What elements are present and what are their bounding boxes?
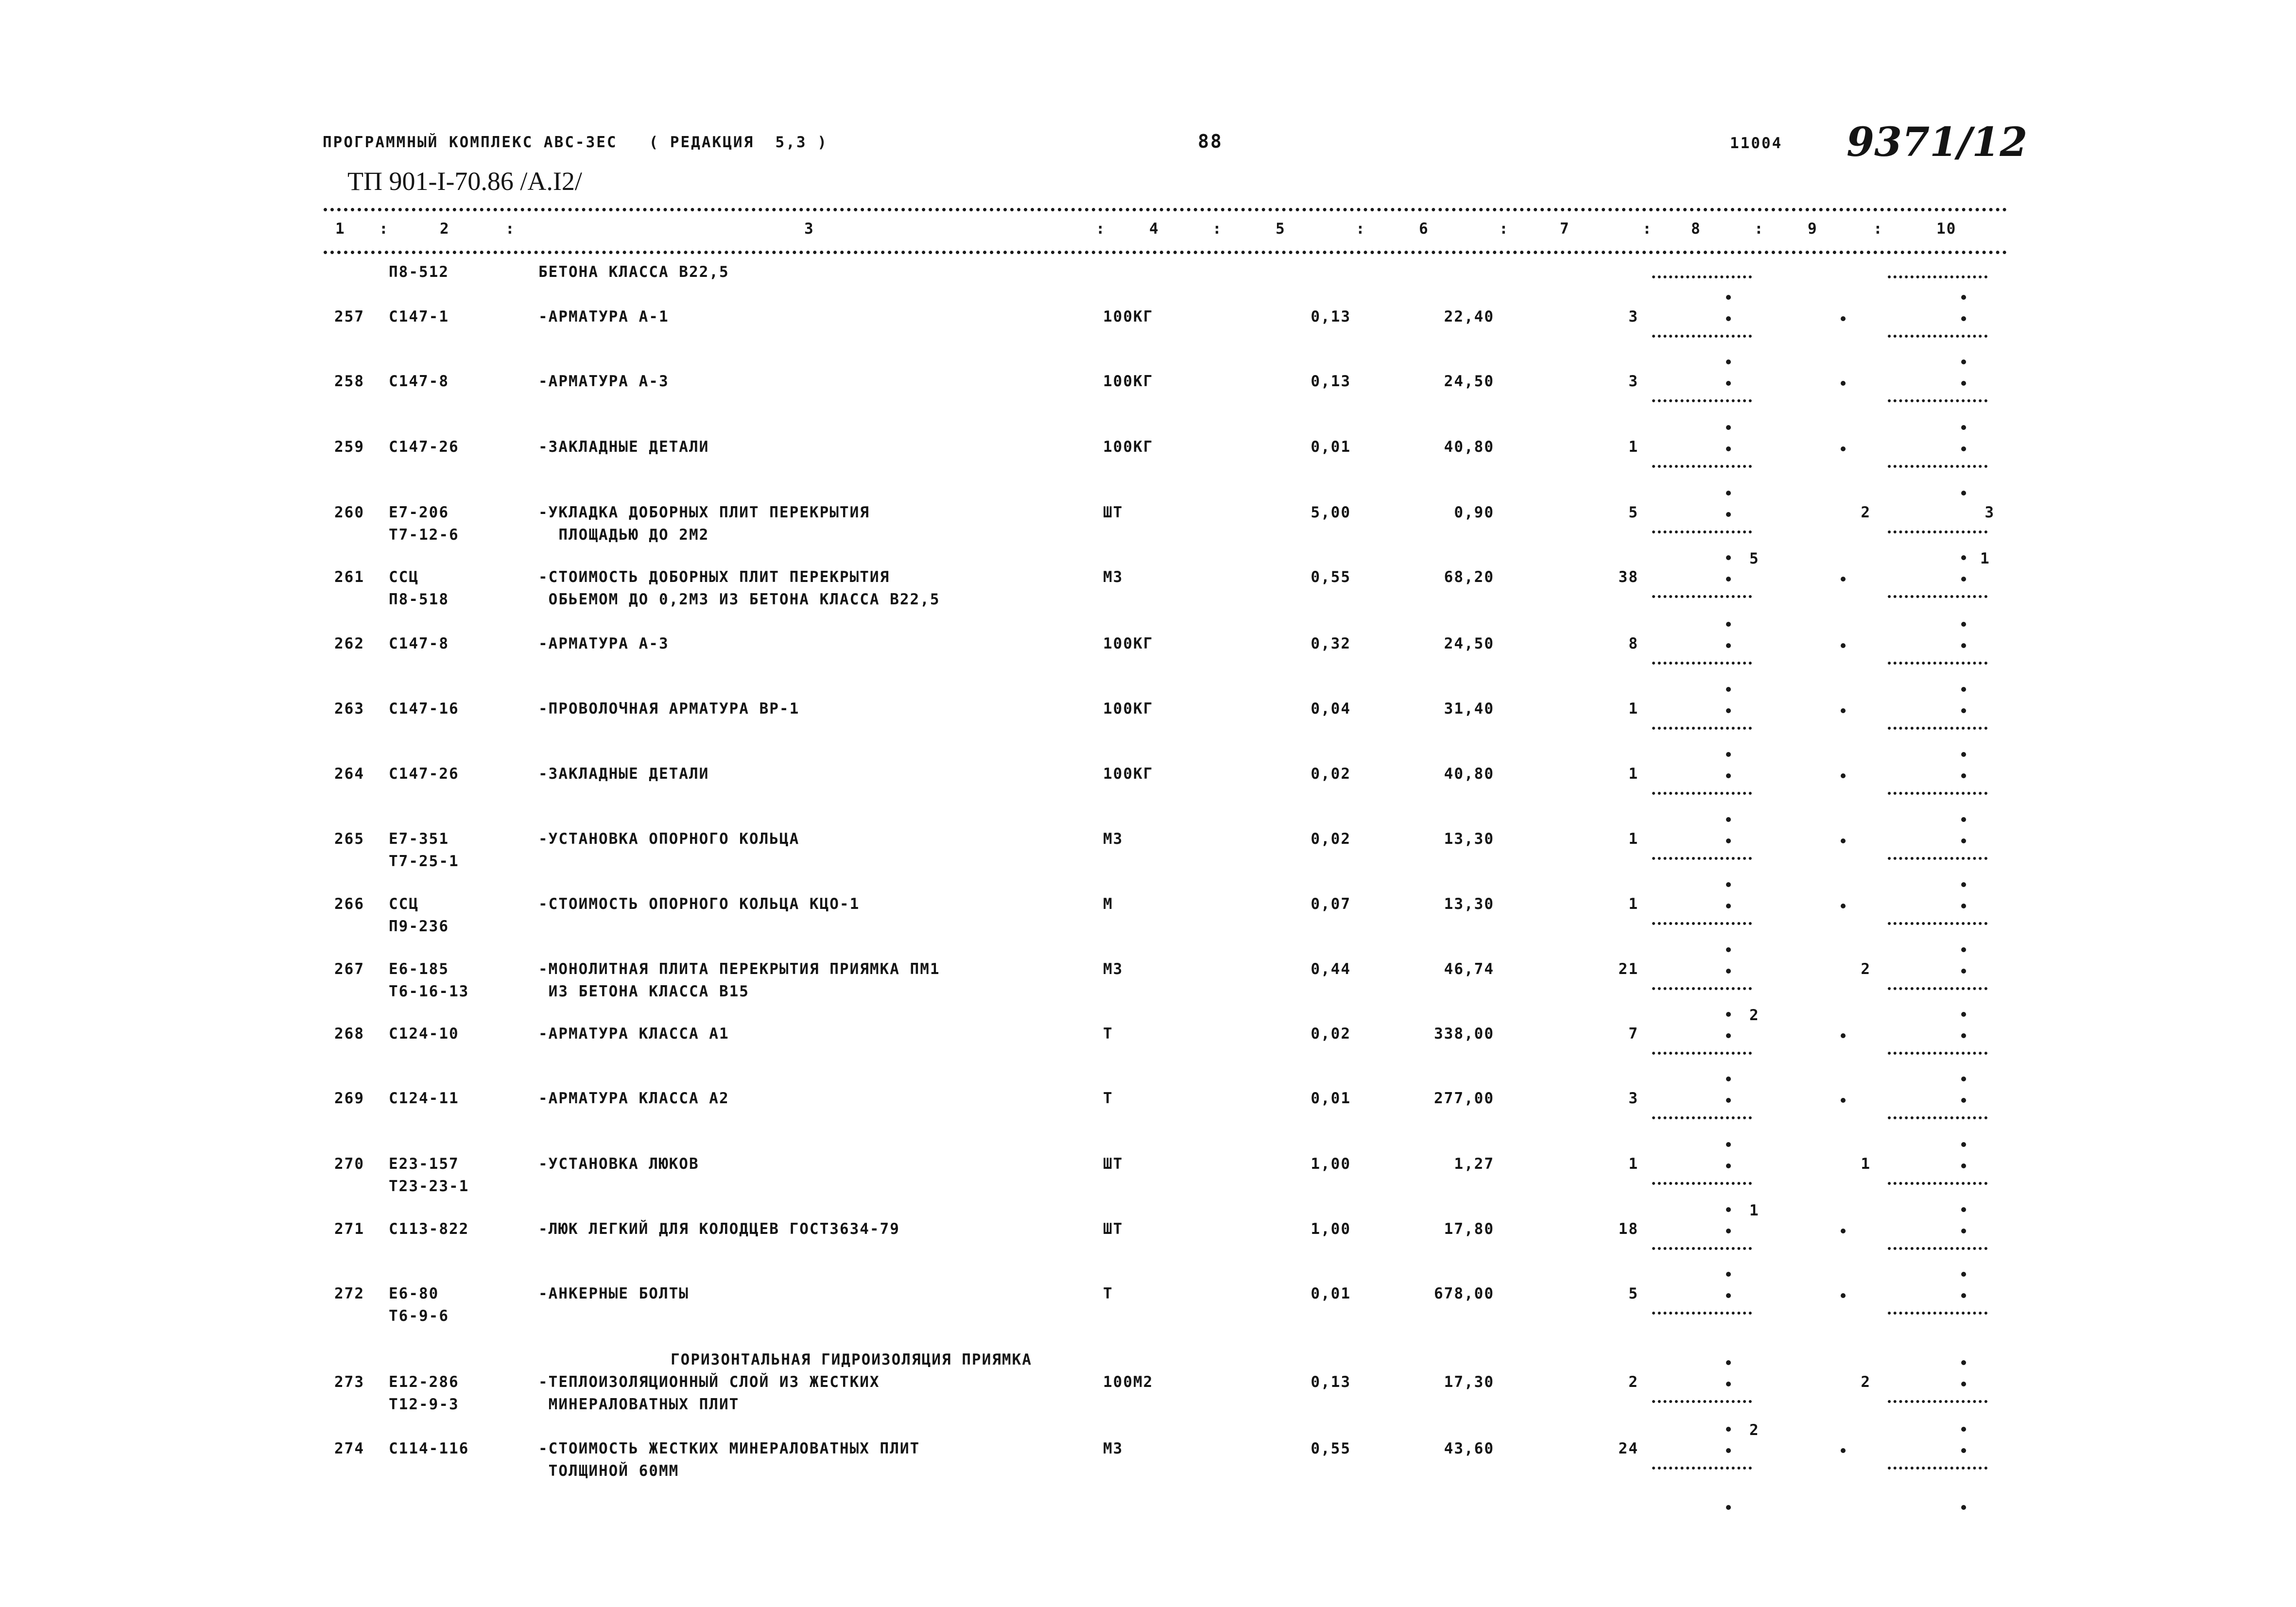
unit-price: 277,00 <box>1434 1090 1494 1107</box>
cell-underline <box>1888 465 1987 468</box>
unit: 100М2 <box>1103 1373 1154 1391</box>
dot-mark <box>1961 1033 1966 1038</box>
quantity: 0,07 <box>1311 895 1351 913</box>
work-description: -ТЕПЛОИЗОЛЯЦИОННЫЙ СЛОЙ ИЗ ЖЕСТКИХ МИНЕРАЛОВАТНЫХ ПЛИТ <box>538 1373 880 1413</box>
column-7-value: 1 <box>1628 438 1639 456</box>
column-7-value: 2 <box>1628 1373 1639 1391</box>
row-number: 257 <box>334 308 364 325</box>
unit-price: 13,30 <box>1444 895 1494 913</box>
cell-underline <box>1652 465 1752 468</box>
dot-mark <box>1961 1448 1966 1453</box>
row-number: 268 <box>334 1025 364 1043</box>
dot-mark <box>1841 1229 1846 1233</box>
column-separator: : <box>1499 220 1509 238</box>
column-7-value: 1 <box>1628 895 1639 913</box>
column-7-value: 5 <box>1628 1285 1639 1302</box>
norm-code: ССЦ П8-518 <box>389 568 449 608</box>
quantity: 5,00 <box>1311 504 1351 521</box>
unit-price: 678,00 <box>1434 1285 1494 1302</box>
row-number: 272 <box>334 1285 364 1302</box>
dot-mark <box>1726 381 1731 386</box>
dot-mark <box>1961 1293 1966 1298</box>
column-separator: : <box>1642 220 1653 238</box>
row-number: 263 <box>334 700 364 718</box>
quantity: 0,55 <box>1311 1440 1351 1457</box>
dot-mark <box>1726 295 1731 300</box>
dot-mark <box>1726 643 1731 648</box>
unit-price: 17,30 <box>1444 1373 1494 1391</box>
unit: Т <box>1103 1285 1113 1302</box>
unit: ШТ <box>1103 504 1123 521</box>
norm-code: С124-10 <box>389 1025 459 1043</box>
dot-mark <box>1961 838 1966 843</box>
work-description: -ЛЮК ЛЕГКИЙ ДЛЯ КОЛОДЦЕВ ГОСТ3634-79 <box>538 1220 900 1238</box>
header-rule <box>324 251 2007 254</box>
dot-mark <box>1726 316 1731 321</box>
dot-mark <box>1726 1077 1731 1081</box>
norm-code: Е23-157 Т23-23-1 <box>389 1155 469 1195</box>
norm-code: С147-1 <box>389 308 449 325</box>
row-number: 262 <box>334 635 364 652</box>
norm-code: Е6-185 Т6-16-13 <box>389 960 469 1000</box>
column-8-carry: 1 <box>1749 1202 1760 1219</box>
dot-mark <box>1726 969 1731 974</box>
cell-underline <box>1888 399 1987 402</box>
cell-underline <box>1888 922 1987 925</box>
dot-mark <box>1726 773 1731 778</box>
cell-underline <box>1888 662 1987 665</box>
work-description: -АРМАТУРА А-3 <box>538 373 669 390</box>
dot-mark <box>1961 1098 1966 1103</box>
work-description: -АРМАТУРА КЛАССА А1 <box>538 1025 729 1043</box>
unit: М3 <box>1103 568 1123 586</box>
row-number: 259 <box>334 438 364 456</box>
column-header-4: 4 <box>1149 220 1159 238</box>
dot-mark <box>1961 491 1966 496</box>
dot-mark <box>1961 1077 1966 1081</box>
unit-price: 24,50 <box>1444 635 1494 652</box>
dot-mark <box>1841 838 1846 843</box>
dot-mark <box>1841 1293 1846 1298</box>
norm-code: Е12-286 Т12-9-3 <box>389 1373 459 1413</box>
dot-mark <box>1961 904 1966 908</box>
column-7-value: 1 <box>1628 1155 1639 1173</box>
column-7-value: 1 <box>1628 765 1639 783</box>
dot-mark <box>1961 555 1966 560</box>
quantity: 0,13 <box>1311 1373 1351 1391</box>
cell-underline <box>1888 1052 1987 1055</box>
dot-mark <box>1961 359 1966 364</box>
work-description: -СТОИМОСТЬ ДОБОРНЫХ ПЛИТ ПЕРЕКРЫТИЯ ОБЬЕМОМ ДО 0,2М3 ИЗ БЕТОНА КЛАССА В22,5 <box>538 568 940 608</box>
dot-mark <box>1961 1360 1966 1365</box>
norm-code: С147-8 <box>389 373 449 390</box>
dot-mark <box>1726 577 1731 581</box>
row-number: 266 <box>334 895 364 913</box>
dot-mark <box>1726 708 1731 713</box>
dot-mark <box>1961 687 1966 692</box>
dot-mark <box>1726 1427 1731 1432</box>
row-number: 260 <box>334 504 364 521</box>
dot-mark <box>1961 752 1966 757</box>
dot-mark <box>1841 1033 1846 1038</box>
cell-underline <box>1888 987 1987 990</box>
dot-mark <box>1841 1098 1846 1103</box>
dot-mark <box>1961 882 1966 887</box>
quantity: 1,00 <box>1311 1220 1351 1238</box>
work-description: -СТОИМОСТЬ ЖЕСТКИХ МИНЕРАЛОВАТНЫХ ПЛИТ ТОЛЩИНОЙ 60ММ <box>538 1440 920 1480</box>
dot-mark <box>1726 1272 1731 1277</box>
cell-underline <box>1652 1467 1752 1470</box>
dot-mark <box>1726 1448 1731 1453</box>
row-number: 261 <box>334 568 364 586</box>
unit: ШТ <box>1103 1155 1123 1173</box>
row-number: 270 <box>334 1155 364 1173</box>
column-8-carry: 5 <box>1749 550 1760 567</box>
row-number: 273 <box>334 1373 364 1391</box>
work-description: -ЗАКЛАДНЫЕ ДЕТАЛИ <box>538 765 709 783</box>
quantity: 1,00 <box>1311 1155 1351 1173</box>
dot-mark <box>1726 1033 1731 1038</box>
unit: М3 <box>1103 1440 1123 1457</box>
unit-price: 31,40 <box>1444 700 1494 718</box>
column-7-value: 21 <box>1618 960 1639 978</box>
unit: М3 <box>1103 830 1123 848</box>
dot-mark <box>1961 708 1966 713</box>
column-header-9: 9 <box>1808 220 1818 238</box>
cell-underline <box>1888 1312 1987 1315</box>
dot-mark <box>1726 446 1731 451</box>
dot-mark <box>1961 643 1966 648</box>
column-7-value: 7 <box>1628 1025 1639 1043</box>
cell-underline <box>1888 1467 1987 1470</box>
cell-underline <box>1652 595 1752 598</box>
norm-code: Е7-351 Т7-25-1 <box>389 830 459 870</box>
cell-underline <box>1652 399 1752 402</box>
unit-price: 46,74 <box>1444 960 1494 978</box>
cell-underline <box>1652 1116 1752 1119</box>
column-separator: : <box>1096 220 1106 238</box>
unit: 100КГ <box>1103 373 1154 390</box>
norm-code: С147-16 <box>389 700 459 718</box>
page-mark: 88 <box>1198 131 1223 152</box>
dot-mark <box>1961 622 1966 627</box>
unit-price: 0,90 <box>1454 504 1494 521</box>
cell-underline <box>1888 275 1987 278</box>
dot-mark <box>1726 425 1731 430</box>
dot-mark <box>1961 1229 1966 1233</box>
cell-underline <box>1652 727 1752 730</box>
unit-price: 338,00 <box>1434 1025 1494 1043</box>
cell-underline <box>1888 1182 1987 1185</box>
work-description: -АРМАТУРА А-1 <box>538 308 669 325</box>
column-separator: : <box>1212 220 1223 238</box>
dot-mark <box>1726 555 1731 560</box>
quantity: 0,44 <box>1311 960 1351 978</box>
unit-price: 24,50 <box>1444 373 1494 390</box>
dot-mark <box>1961 969 1966 974</box>
cell-underline <box>1652 1052 1752 1055</box>
quantity: 0,04 <box>1311 700 1351 718</box>
unit: 100КГ <box>1103 700 1154 718</box>
dot-mark <box>1726 1207 1731 1212</box>
column-7-value: 3 <box>1628 373 1639 390</box>
section-heading: ГОРИЗОНТАЛЬНАЯ ГИДРОИЗОЛЯЦИЯ ПРИЯМКА <box>671 1351 1032 1368</box>
dot-mark <box>1726 1098 1731 1103</box>
unit: ШТ <box>1103 1220 1123 1238</box>
dot-mark <box>1841 1448 1846 1453</box>
top-rule <box>324 208 2007 211</box>
dot-mark <box>1726 1360 1731 1365</box>
norm-code: П8-512 <box>389 263 449 281</box>
quantity: 0,02 <box>1311 765 1351 783</box>
row-number: 258 <box>334 373 364 390</box>
cell-underline <box>1888 1400 1987 1403</box>
column-header-2: 2 <box>440 220 450 238</box>
dot-mark <box>1726 1293 1731 1298</box>
dot-mark <box>1726 1163 1731 1168</box>
dot-mark <box>1961 1427 1966 1432</box>
norm-code: С147-8 <box>389 635 449 652</box>
column-7-value: 8 <box>1628 635 1639 652</box>
program-title: ПРОГРАММНЫЙ КОМПЛЕКС АВС-3ЕС ( РЕДАКЦИЯ 5,3 ) <box>323 134 828 151</box>
cell-underline <box>1652 987 1752 990</box>
unit: Т <box>1103 1025 1113 1043</box>
document-number: 11004 <box>1730 135 1783 152</box>
column-7-value: 18 <box>1618 1220 1639 1238</box>
column-8-carry: 2 <box>1749 1421 1760 1439</box>
cell-underline <box>1888 1116 1987 1119</box>
column-7-value: 24 <box>1618 1440 1639 1457</box>
quantity: 0,02 <box>1311 1025 1351 1043</box>
norm-code: С147-26 <box>389 438 459 456</box>
unit-price: 22,40 <box>1444 308 1494 325</box>
dot-mark <box>1726 1012 1731 1017</box>
dot-mark <box>1961 1012 1966 1017</box>
dot-mark <box>1961 446 1966 451</box>
dot-mark <box>1841 316 1846 321</box>
dot-mark <box>1841 577 1846 581</box>
unit-price: 40,80 <box>1444 765 1494 783</box>
quantity: 0,01 <box>1311 1285 1351 1302</box>
unit-price: 13,30 <box>1444 830 1494 848</box>
column-header-3: 3 <box>804 220 814 238</box>
dot-mark <box>1961 817 1966 822</box>
cell-underline <box>1888 530 1987 533</box>
work-description: -АНКЕРНЫЕ БОЛТЫ <box>538 1285 689 1302</box>
quantity: 0,55 <box>1311 568 1351 586</box>
dot-mark <box>1726 947 1731 952</box>
column-8-carry: 2 <box>1749 1007 1760 1024</box>
column-7-value: 5 <box>1628 504 1639 521</box>
unit: 100КГ <box>1103 438 1154 456</box>
work-description: -АРМАТУРА А-3 <box>538 635 669 652</box>
unit-price: 68,20 <box>1444 568 1494 586</box>
column-7-value: 38 <box>1618 568 1639 586</box>
work-description: -УСТАНОВКА ЛЮКОВ <box>538 1155 699 1173</box>
dot-mark <box>1726 752 1731 757</box>
dot-mark <box>1961 947 1966 952</box>
cell-underline <box>1652 857 1752 860</box>
cell-underline <box>1652 335 1752 338</box>
quantity: 0,01 <box>1311 1090 1351 1107</box>
dot-mark <box>1726 1142 1731 1147</box>
column-header-1: 1 <box>335 220 345 238</box>
quantity: 0,13 <box>1311 373 1351 390</box>
dot-mark <box>1726 1382 1731 1386</box>
dot-mark <box>1726 1229 1731 1233</box>
dot-mark <box>1961 773 1966 778</box>
column-header-6: 6 <box>1419 220 1429 238</box>
unit-price: 40,80 <box>1444 438 1494 456</box>
row-number: 267 <box>334 960 364 978</box>
dot-mark <box>1726 838 1731 843</box>
norm-code: С147-26 <box>389 765 459 783</box>
dot-mark <box>1961 577 1966 581</box>
dot-mark <box>1961 1207 1966 1212</box>
norm-code: С124-11 <box>389 1090 459 1107</box>
dot-mark <box>1841 381 1846 386</box>
dot-mark <box>1841 904 1846 908</box>
work-description: -УКЛАДКА ДОБОРНЫХ ПЛИТ ПЕРЕКРЫТИЯ ПЛОЩАДЬЮ ДО 2М2 <box>538 504 870 544</box>
cell-underline <box>1652 530 1752 533</box>
cell-underline <box>1888 792 1987 795</box>
sheet-number: 9371/12 <box>1847 119 2028 166</box>
column-9-value: 2 <box>1861 504 1871 521</box>
work-description: -СТОИМОСТЬ ОПОРНОГО КОЛЬЦА КЦО-1 <box>538 895 860 913</box>
column-9-value: 1 <box>1861 1155 1871 1173</box>
column-10-value: 3 <box>1985 504 1995 521</box>
work-description: -ЗАКЛАДНЫЕ ДЕТАЛИ <box>538 438 709 456</box>
work-description: -АРМАТУРА КЛАССА А2 <box>538 1090 729 1107</box>
column-7-value: 1 <box>1628 830 1639 848</box>
column-header-7: 7 <box>1560 220 1570 238</box>
column-header-8: 8 <box>1691 220 1701 238</box>
project-code: ТП 901-I-70.86 /А.I2/ <box>347 167 582 196</box>
dot-mark <box>1726 622 1731 627</box>
dot-mark <box>1961 1272 1966 1277</box>
dot-mark <box>1961 1382 1966 1386</box>
dot-mark <box>1961 295 1966 300</box>
dot-mark <box>1961 1163 1966 1168</box>
unit-price: 43,60 <box>1444 1440 1494 1457</box>
cell-underline <box>1652 662 1752 665</box>
column-separator: : <box>505 220 516 238</box>
unit: 100КГ <box>1103 635 1154 652</box>
unit: Т <box>1103 1090 1113 1107</box>
cell-underline <box>1888 1247 1987 1250</box>
norm-code: С114-116 <box>389 1440 469 1457</box>
dot-mark <box>1961 425 1966 430</box>
column-9-value: 2 <box>1861 1373 1871 1391</box>
column-9-value: 2 <box>1861 960 1871 978</box>
row-number: 265 <box>334 830 364 848</box>
dot-mark <box>1726 904 1731 908</box>
cell-underline <box>1888 335 1987 338</box>
norm-code: Е6-80 Т6-9-6 <box>389 1285 449 1325</box>
cell-underline <box>1652 1400 1752 1403</box>
work-description: -ПРОВОЛОЧНАЯ АРМАТУРА ВР-1 <box>538 700 800 718</box>
column-7-value: 3 <box>1628 1090 1639 1107</box>
column-separator: : <box>1754 220 1764 238</box>
quantity: 0,13 <box>1311 308 1351 325</box>
dot-mark <box>1841 446 1846 451</box>
unit-price: 1,27 <box>1454 1155 1494 1173</box>
row-number: 274 <box>334 1440 364 1457</box>
unit: 100КГ <box>1103 765 1154 783</box>
column-7-value: 3 <box>1628 308 1639 325</box>
unit: М <box>1103 895 1113 913</box>
dot-mark <box>1961 316 1966 321</box>
column-separator: : <box>1356 220 1366 238</box>
column-header-10: 10 <box>1936 220 1957 238</box>
cell-underline <box>1652 922 1752 925</box>
cell-underline <box>1888 857 1987 860</box>
column-7-value: 1 <box>1628 700 1639 718</box>
dot-mark <box>1726 491 1731 496</box>
norm-code: ССЦ П9-236 <box>389 895 449 935</box>
cell-underline <box>1888 595 1987 598</box>
norm-code: Е7-206 Т7-12-6 <box>389 504 459 544</box>
quantity: 0,02 <box>1311 830 1351 848</box>
dot-mark <box>1726 512 1731 517</box>
quantity: 0,01 <box>1311 438 1351 456</box>
unit: 100КГ <box>1103 308 1154 325</box>
cell-underline <box>1652 1182 1752 1185</box>
cell-underline <box>1652 792 1752 795</box>
dot-mark <box>1961 381 1966 386</box>
unit-price: 17,80 <box>1444 1220 1494 1238</box>
row-number: 269 <box>334 1090 364 1107</box>
column-10-carry: 1 <box>1980 550 1990 567</box>
cell-underline <box>1652 1312 1752 1315</box>
column-header-5: 5 <box>1276 220 1286 238</box>
cell-underline <box>1652 275 1752 278</box>
norm-code: С113-822 <box>389 1220 469 1238</box>
column-separator: : <box>379 220 389 238</box>
cell-underline <box>1652 1247 1752 1250</box>
quantity: 0,32 <box>1311 635 1351 652</box>
unit: М3 <box>1103 960 1123 978</box>
dot-mark <box>1841 773 1846 778</box>
dot-mark <box>1841 643 1846 648</box>
dot-mark <box>1726 359 1731 364</box>
column-separator: : <box>1873 220 1883 238</box>
dot-mark <box>1726 1505 1731 1510</box>
cell-underline <box>1888 727 1987 730</box>
dot-mark <box>1841 708 1846 713</box>
dot-mark <box>1726 882 1731 887</box>
work-description: -УСТАНОВКА ОПОРНОГО КОЛЬЦА <box>538 830 800 848</box>
row-number: 271 <box>334 1220 364 1238</box>
dot-mark <box>1726 687 1731 692</box>
dot-mark <box>1961 1142 1966 1147</box>
row-number: 264 <box>334 765 364 783</box>
work-description: -МОНОЛИТНАЯ ПЛИТА ПЕРЕКРЫТИЯ ПРИЯМКА ПМ1 ИЗ БЕТОНА КЛАССА В15 <box>538 960 940 1000</box>
dot-mark <box>1961 1505 1966 1510</box>
dot-mark <box>1726 817 1731 822</box>
work-description: БЕТОНА КЛАССА В22,5 <box>538 263 729 281</box>
